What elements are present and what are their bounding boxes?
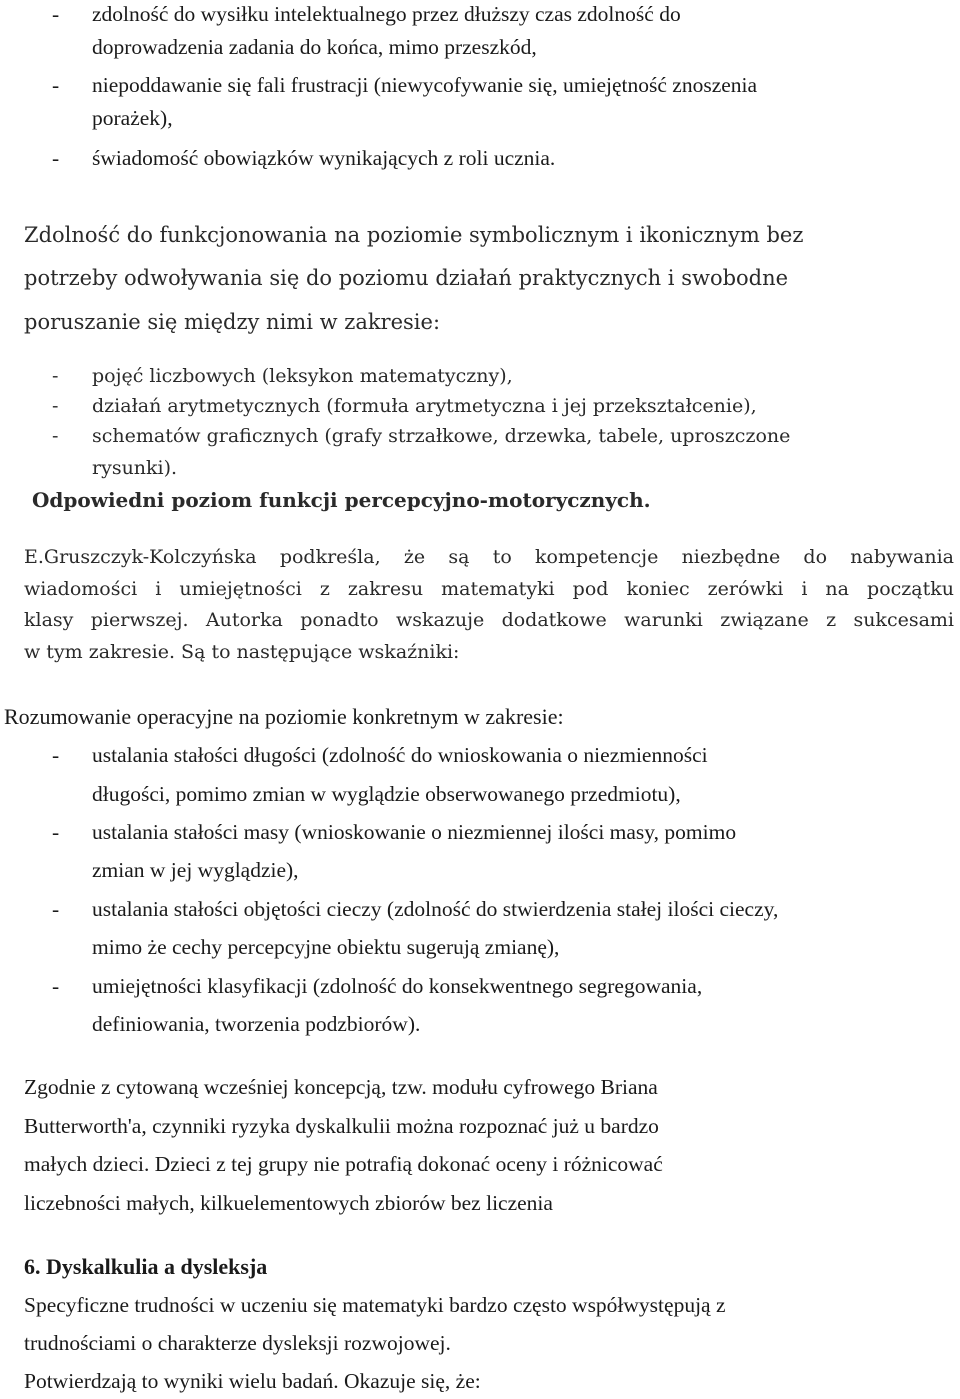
paragraph-line: trudnościami o charakterze dysleksji rozwojowej. — [24, 1331, 451, 1355]
paragraph-line: klasy pierwszej. Autorka ponadto wskazuje dodatkowe warunki związane z sukcesami — [24, 609, 954, 631]
paragraph-line: Butterworth'a, czynniki ryzyka dyskalkulii można rozpoznać już u bardzo — [24, 1114, 659, 1138]
paragraph-line: E.Gruszczyk-Kolczyńska podkreśla, że są to kompetencje niezbędne do nabywania — [24, 546, 954, 568]
section-heading-line: poruszanie się między nimi w zakresie: — [24, 310, 441, 334]
list-item-text: zmian w jej wyglądzie), — [92, 858, 299, 882]
section-heading-line: Zdolność do funkcjonowania na poziomie symbolicznym i ikonicznym bez — [24, 223, 804, 247]
paragraph-line: wiadomości i umiejętności z zakresu matematyki pod koniec zerówki i na początku — [24, 578, 954, 600]
paragraph-line: Potwierdzają to wyniki wielu badań. Okazuje się, że: — [24, 1369, 481, 1393]
paragraph-line: małych dzieci. Dzieci z tej grupy nie potrafią dokonać oceny i różnicować — [24, 1152, 663, 1176]
list-item-text: mimo że cechy percepcyjne obiektu sugerują zmianę), — [92, 935, 560, 959]
list-dash: - — [52, 820, 60, 844]
list-item-text: niepoddawanie się fali frustracji (niewycofywanie się, umiejętność znoszenia — [92, 73, 758, 97]
list-dash: - — [52, 425, 59, 447]
paragraph-line: Specyficzne trudności w uczeniu się matematyki bardzo często współwystępują z — [24, 1293, 726, 1317]
chapter-heading: 6. Dyskalkulia a dysleksja — [24, 1254, 268, 1279]
list-item-text: pojęć liczbowych (leksykon matematyczny), — [92, 365, 513, 387]
list-dash: - — [52, 365, 59, 387]
list-item-text: ustalania stałości objętości cieczy (zdolność do stwierdzenia stałej ilości cieczy, — [92, 897, 779, 921]
list-item-text: definiowania, tworzenia podzbiorów). — [92, 1012, 421, 1036]
bold-statement: Odpowiedni poziom funkcji percepcyjno-motorycznych. — [32, 488, 651, 512]
paragraph-line: liczebności małych, kilkuelementowych zbiorów bez liczenia — [24, 1191, 553, 1215]
list-item-text: zdolność do wysiłku intelektualnego przez dłuższy czas zdolność do — [92, 2, 681, 26]
list-item-text: porażek), — [92, 106, 173, 130]
section-heading-line: potrzeby odwoływania się do poziomu działań praktycznych i swobodne — [24, 266, 789, 290]
paragraph-line: Zgodnie z cytowaną wcześniej koncepcją, tzw. modułu cyfrowego Briana — [24, 1075, 658, 1099]
list-dash: - — [52, 2, 60, 26]
list-dash: - — [52, 73, 60, 97]
list-item-text: działań arytmetycznych (formuła arytmetyczna i jej przekształcenie), — [92, 395, 757, 417]
list-item-text: umiejętności klasyfikacji (zdolność do konsekwentnego segregowania, — [92, 974, 703, 998]
section-heading: Rozumowanie operacyjne na poziomie konkretnym w zakresie: — [4, 704, 564, 729]
paragraph-line: w tym zakresie. Są to następujące wskaźniki: — [24, 641, 460, 663]
list-item-text: rysunki). — [92, 457, 178, 479]
list-item-text: ustalania stałości długości (zdolność do wnioskowania o niezmienności — [92, 743, 708, 767]
list-dash: - — [52, 897, 60, 921]
list-item-text: świadomość obowiązków wynikających z roli ucznia. — [92, 146, 556, 170]
list-item-text: schematów graficznych (grafy strzałkowe, drzewka, tabele, uproszczone — [92, 425, 791, 447]
list-item-text: ustalania stałości masy (wnioskowanie o niezmiennej ilości masy, pomimo — [92, 820, 737, 844]
list-dash: - — [52, 395, 59, 417]
list-dash: - — [52, 743, 60, 767]
list-item-text: doprowadzenia zadania do końca, mimo przeszkód, — [92, 35, 537, 59]
list-item-text: długości, pomimo zmian w wyglądzie obserwowanego przedmiotu), — [92, 782, 681, 806]
list-dash: - — [52, 146, 60, 170]
list-dash: - — [52, 974, 60, 998]
